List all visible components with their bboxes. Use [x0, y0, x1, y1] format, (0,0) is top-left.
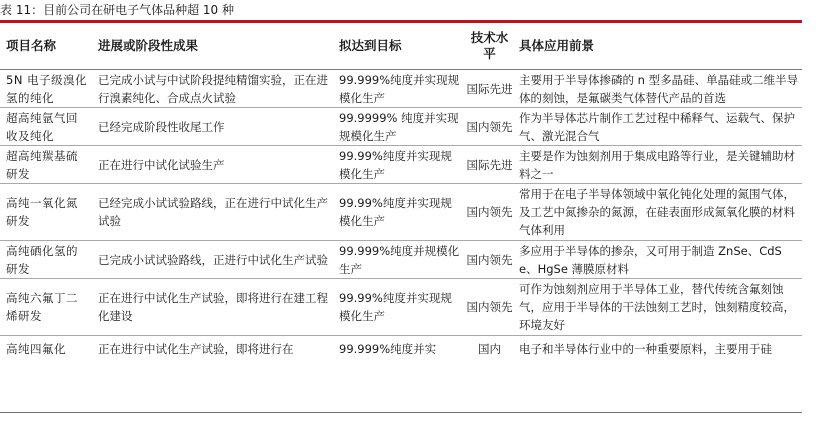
cell-project-name: 高纯四氟化 [6, 342, 66, 356]
cell-target: 99.9999% 纯度并实现规模化生产 [333, 108, 466, 146]
table-row [0, 70, 802, 108]
cell-application: 可作为蚀刻剂应用于半导体工业，替代传统含氟刻蚀气，应用于半导体的干法蚀刻工艺时，蚀刻精度较高，环境友好 [513, 279, 802, 336]
cell-tech-level: 国内领先 [466, 279, 513, 336]
cell-tech-level: 国际先进 [466, 70, 513, 108]
cell-target: 99.999%纯度并实 [339, 342, 437, 356]
cell-progress: 已完成小试与中试阶段提纯精馏实验，正在进行溴素纯化、合成点火试验 [92, 70, 333, 108]
table-row [0, 279, 802, 336]
cell-application: 电子和半导体行业中的一种重要原料，主要用于硅 [519, 342, 772, 356]
header-progress: 进展或阶段性成果 [92, 22, 333, 70]
table-row [0, 108, 802, 146]
cell-application: 主要用于半导体掺磷的 n 型多晶硅、单晶硅或二维半导体的刻蚀，是氟碳类气体替代产品的首选 [513, 70, 802, 108]
table-row [0, 241, 802, 279]
cell-tech-level: 国内 [478, 342, 501, 356]
bottom-divider [0, 412, 802, 413]
cell-project-name: 超高纯羰基硫研发 [0, 146, 92, 184]
cell-progress: 正在进行中试化生产试验，即将进行在 [98, 342, 294, 356]
header-application: 具体应用前景 [513, 22, 802, 70]
cell-progress: 正在进行中试化试验生产 [92, 146, 333, 184]
cell-application: 作为半导体芯片制作工艺过程中稀释气、运载气、保护气、激光混合气 [513, 108, 802, 146]
cell-target: 99.99%纯度并实现规模化生产 [333, 279, 466, 336]
cell-target: 99.99%纯度并实现规模化生产 [333, 146, 466, 184]
cell-application: 主要是作为蚀刻剂用于集成电路等行业，是关键辅助材料之一 [513, 146, 802, 184]
cell-tech-level: 国内领先 [466, 108, 513, 146]
cell-progress: 已完成小试试验路线，正进行中试化生产试验 [92, 241, 333, 279]
table-caption: 表 11：目前公司在研电子气体品种超 10 种 [0, 3, 234, 17]
cell-tech-level: 国内领先 [466, 241, 513, 279]
cell-project-name: 高纯硒化氢的研发 [0, 241, 92, 279]
cell-target: 99.999%纯度并规模化生产 [333, 241, 466, 279]
table-row [0, 336, 802, 367]
table-header-row [0, 22, 802, 70]
header-target: 拟达到目标 [333, 22, 466, 70]
cell-target: 99.99%纯度并实现规模化生产 [333, 184, 466, 241]
cell-application: 常用于在电子半导体领域中氧化钝化处理的氮围气体，及工艺中氮掺杂的氮源，在硅表面形成氮氧化膜的材料气体利用 [513, 184, 802, 241]
table-row [0, 184, 802, 241]
cell-project-name: 高纯六氟丁二烯研发 [0, 279, 92, 336]
cell-target: 99.999%纯度并实现规模化生产 [333, 70, 466, 108]
table-row [0, 146, 802, 184]
header-project-name: 项目名称 [0, 22, 92, 70]
cell-project-name: 超高纯氩气回收及纯化 [0, 108, 92, 146]
cell-progress: 已经完成阶段性收尾工作 [92, 108, 333, 146]
cell-tech-level: 国际先进 [466, 146, 513, 184]
cell-progress: 正在进行中试化生产试验，即将进行在建工程化建设 [92, 279, 333, 336]
cell-project-name: 高纯一氧化氮研发 [0, 184, 92, 241]
cell-tech-level: 国内领先 [466, 184, 513, 241]
research-gases-table [0, 20, 802, 366]
cell-progress: 已经完成小试试验路线，正在进行中试化生产试验 [92, 184, 333, 241]
cell-project-name: 5N 电子级溴化氢的纯化 [0, 70, 92, 108]
cell-application: 多应用于半导体的掺杂，又可用于制造 ZnSe、CdSe、HgSe 薄膜原材料 [513, 241, 802, 279]
header-tech-level: 技术水平 [466, 22, 513, 70]
